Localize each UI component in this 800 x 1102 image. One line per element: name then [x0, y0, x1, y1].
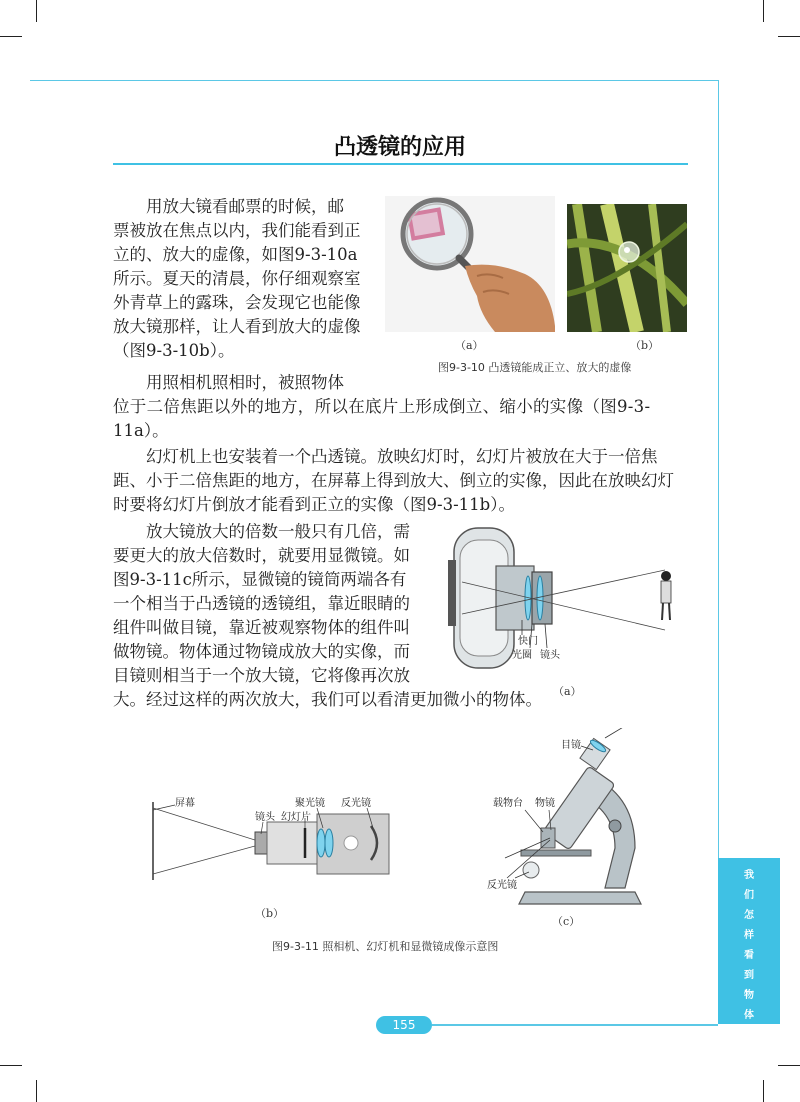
paragraph-camera — [113, 371, 693, 443]
figure-sublabel: （b） — [630, 339, 660, 352]
dewdrop-photo — [567, 204, 687, 332]
text-line: 距、小于二倍焦距的地方，在屏幕上得到放大、倒立的实像，因此在放映幻灯 — [113, 471, 674, 490]
figure-caption: 图9-3-11 照相机、幻灯机和显微镜成像示意图 — [272, 940, 499, 953]
figure-sublabel: （a） — [553, 685, 582, 698]
paragraph-projector — [113, 445, 693, 517]
label-reflector: 反光镜 — [341, 798, 371, 809]
person-figure — [661, 571, 671, 620]
text-line: 位于二倍焦距以外的地方，所以在底片上形成倒立、缩小的实像（图9-3- — [113, 397, 651, 416]
side-tab-char: 物 — [744, 990, 754, 1001]
text-line: 大。经过这样的两次放大，我们可以看清更加微小的物体。 — [113, 690, 542, 709]
microscope-diagram — [485, 728, 665, 910]
label-objective: 物镜 — [535, 798, 555, 809]
text-line: 立的、放大的虚像，如图9-3-10a — [113, 245, 358, 264]
label-slide: 幻灯片 — [281, 812, 311, 823]
side-tab-char: 体 — [744, 1010, 754, 1021]
title-underline — [113, 163, 688, 165]
page-number: 155 — [392, 1018, 416, 1032]
chapter-side-tab-text — [718, 866, 780, 1026]
side-tab-char: 我 — [744, 870, 754, 881]
crop-mark — [763, 0, 764, 22]
text-line: 票被放在焦点以内，我们能看到正 — [113, 221, 361, 240]
text-line: 要更大的放大倍数时，就要用显微镜。如 — [113, 546, 410, 565]
chapter-side-tab — [718, 858, 780, 1024]
crop-mark — [0, 1065, 22, 1066]
text-line: 放大镜那样，让人看到放大的虚像 — [113, 317, 361, 336]
crop-mark — [778, 1065, 800, 1066]
side-tab-char: 们 — [744, 890, 754, 901]
text-line: 幻灯机上也安装着一个凸透镜。放映幻灯时，幻灯片被放在大于一倍焦 — [146, 447, 658, 466]
text-line: 用照相机照相时，被照物体 — [146, 373, 344, 392]
figure-sublabel: （b） — [255, 907, 285, 920]
crop-mark — [36, 0, 37, 22]
label-mirror: 反光镜 — [487, 880, 517, 891]
text-line: 做物镜。物体通过物镜成放大的实像，而 — [113, 642, 410, 661]
magnifier-photo — [385, 196, 555, 332]
figure-caption: 图9-3-10 凸透镜能成正立、放大的虚像 — [438, 361, 632, 374]
text-line: 图9-3-11c所示，显微镜的镜筒两端各有 — [113, 570, 407, 589]
magnifier-illustration — [385, 196, 555, 332]
crop-mark — [763, 1080, 764, 1102]
text-line: 所示。夏天的清晨，你仔细观察室 — [113, 269, 361, 288]
text-line: 组件叫做目镜，靠近被观察物体的组件叫 — [113, 618, 410, 637]
text-line: 放大镜放大的倍数一般只有几倍，需 — [146, 522, 410, 541]
label-stage: 载物台 — [493, 798, 523, 809]
label-screen: 屏幕 — [175, 798, 195, 809]
label-condenser: 聚光镜 — [295, 798, 325, 809]
projector-diagram — [145, 790, 400, 890]
text-line: 用放大镜看邮票的时候，邮 — [146, 197, 344, 216]
text-line: 一个相当于凸透镜的透镜组，靠近眼睛的 — [113, 594, 410, 613]
crop-mark — [0, 36, 22, 37]
text-line: 外青草上的露珠，会发现它也能像 — [113, 293, 361, 312]
label-projector-lens: 镜头 — [255, 812, 275, 823]
label-eyepiece: 目镜 — [561, 740, 581, 751]
footer-rule — [432, 1024, 718, 1026]
side-tab-char: 看 — [744, 950, 754, 961]
paragraph-magnifier — [113, 195, 373, 363]
figure-sublabel: （a） — [455, 339, 484, 352]
side-tab-char: 到 — [744, 970, 754, 981]
dewdrop-illustration — [567, 204, 687, 332]
text-line: （图9-3-10b）。 — [113, 341, 235, 360]
label-aperture: 光圈 — [512, 650, 532, 661]
page-title: 凸透镜的应用 — [333, 135, 466, 160]
label-camera-lens: 镜头 — [540, 650, 560, 661]
camera-diagram — [440, 520, 690, 680]
side-tab-char: 怎 — [744, 910, 754, 921]
text-line: 时要将幻灯片倒放才能看到正立的实像（图9-3-11b）。 — [113, 495, 515, 514]
crop-mark — [778, 36, 800, 37]
label-shutter: 快门 — [518, 636, 538, 647]
text-line: 目镜则相当于一个放大镜，它将像再次放 — [113, 666, 410, 685]
figure-sublabel: （c） — [552, 915, 581, 928]
side-tab-char: 样 — [744, 930, 754, 941]
crop-mark — [36, 1080, 37, 1102]
text-line: 11a）。 — [113, 421, 169, 440]
